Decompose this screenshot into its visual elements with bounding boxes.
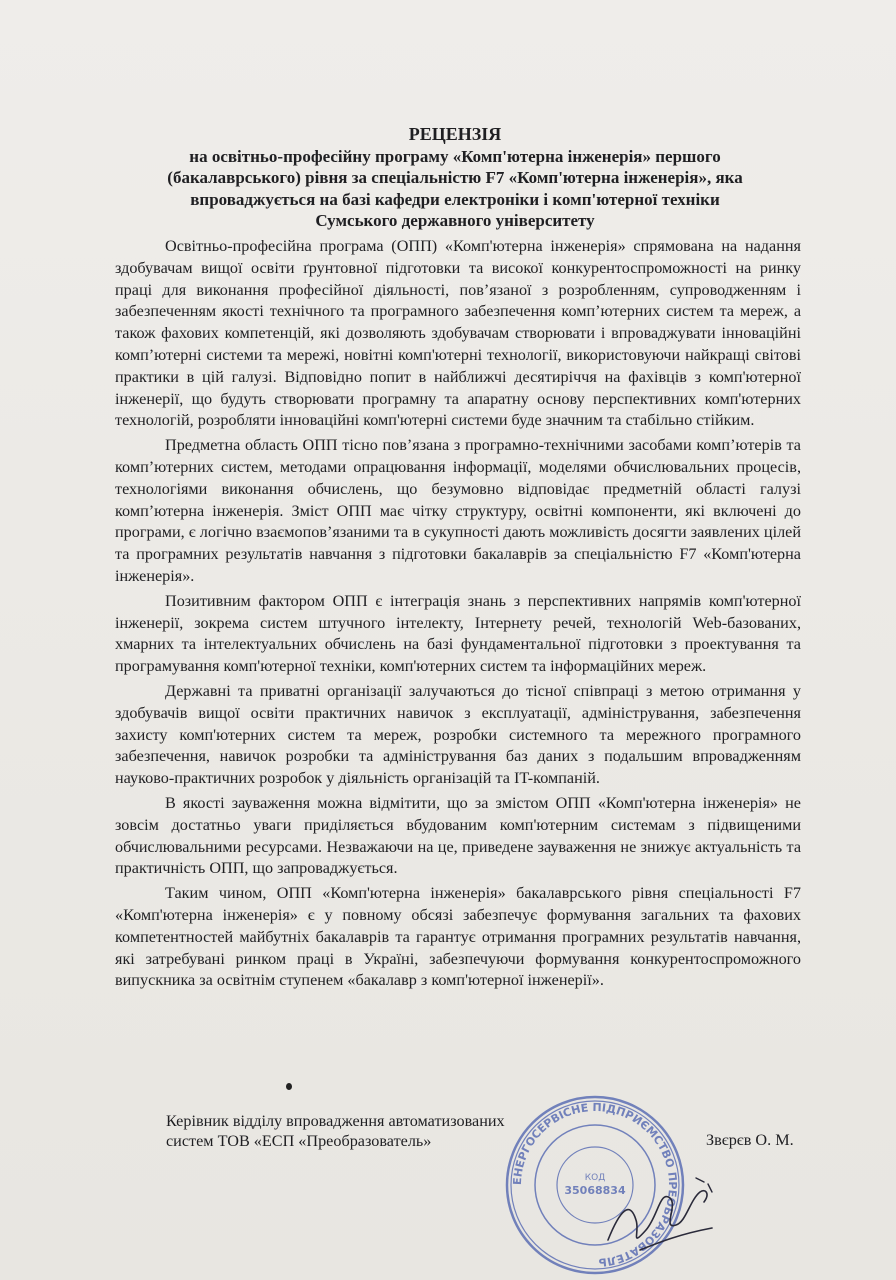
review-header	[120, 124, 790, 232]
review-body	[115, 236, 801, 995]
signatory-position	[166, 1111, 505, 1151]
review-title: РЕЦЕНЗІЯ	[408, 124, 502, 144]
paragraph-subject-area: Предметна область ОПП тісно пов’язана з програмно-технічними засобами комп’ютерів та комп’ютерних систем, методами опрацювання інформації, моделями обчислювальних процесів, технологіями виконання обчислень, що безумовно відповідає предметній області галузі комп’ютерна інженерія. Зміст ОПП має чітку структуру, освітні компоненти, які включені до програми, є логічно взаємопов’язаними та в сукупності дають можливість досягти заявлених цілей та програмних результатів навчання з підготовки бакалаврів за спеціальністю F7 «Комп'ютерна інженерія».	[115, 436, 801, 585]
signatory-position-line-1: Керівник відділу впровадження автоматизованих	[166, 1112, 505, 1130]
paragraph-cooperation: Державні та приватні організації залучаються до тісної співпраці з метою отримання у здобувачів вищої освіти практичних навичок з експлуатації, адміністрування, забезпечення захисту комп'ютерних систем та мереж, розробки системного та мережного програмного забезпечення, навичок розробки та адміністрування баз даних з подальшим впровадженням науково-практичних розробок у діяльність організацій та IT-компаній.	[115, 681, 801, 788]
handwritten-signature	[600, 1170, 720, 1260]
review-subtitle-line-1: на освітньо-професійну програму «Комп'ютерна інженерія» першого	[189, 146, 721, 166]
review-subtitle-line-2: (бакалаврського) рівня за спеціальністю F7 «Комп'ютерна інженерія», яка	[167, 168, 743, 187]
stamp-ring-text: ЕНЕРГОСЕРВІСНЕ ПІДПРИЄМСТВО ПРЕОБРАЗОВАТЕЛЬ	[510, 1100, 680, 1270]
review-subtitle-line-4: Сумського державного університету	[315, 211, 595, 230]
review-subtitle-line-3: впроваджується на базі кафедри електроніки і комп'ютерної техніки	[190, 189, 720, 209]
signatory-position-line-2: систем ТОВ «ЕСП «Преобразователь»	[166, 1132, 432, 1150]
signatory-name: Звєрєв О. М.	[706, 1131, 794, 1149]
ink-mark	[286, 1083, 292, 1090]
stamp-code: 35068834	[564, 1184, 626, 1197]
paragraph-remark: В якості зауваження можна відмітити, що за змістом ОПП «Комп'ютерна інженерія» не зовсім достатньо уваги приділяється вбудованим комп'ютерним системам з підвищеними обчислювальними ресурсами. Незважаючи на це, приведене зауваження не знижує актуальність та практичність ОПП, що запроваджується.	[115, 793, 801, 878]
paragraph-conclusion: Таким чином, ОПП «Комп'ютерна інженерія» бакалаврського рівня спеціальності F7 «Комп'ютерна інженерія» є у повному обсязі забезпечує формування загальних та фахових компетентностей майбутніх бакалаврів та гарантує отримання програмних результатів навчання, які затребувані ринком праці в Україні, забезпечуючи формування конкурентоспроможного випускника за освітнім ступенем «бакалавр з комп'ютерної інженерії».	[115, 884, 801, 990]
paragraph-intro: Освітньо-професійна програма (ОПП) «Комп'ютерна інженерія» спрямована на надання здобувачам вищої освіти ґрунтовної підготовки та високої конкурентоспроможності на ринку праці для виконання професійної діяльності, пов’язаної з розробленням, супроводженням і забезпеченням якості технічного та програмного забезпечення комп’ютерних систем та мереж, а також фахових компетенцій, які дозволяють здобувачам створювати і впроваджувати інноваційні комп’ютерні системи та мережі, новітні комп'ютерні технології, використовуючи найкращі світові практики в цій галузі. Відповідно попит в найближчі десятиріччя на фахівців з комп'ютерної інженерії, що будуть створювати програмну та апаратну основу перспективних комп'ютерних технологій, розробляти інноваційні комп'ютерні системи буде значним та стабільно стійким.	[115, 237, 801, 430]
paragraph-positive-factor: Позитивним фактором ОПП є інтеграція знань з перспективних напрямів комп'ютерної інженерії, зокрема систем штучного інтелекту, Інтернету речей, технологій Web-базованих, хмарних та інтелектуальних обчислень на базі фундаментальної підготовки з проектування та програмування комп'ютерної техніки, комп'ютерних систем та інформаційних мереж.	[115, 591, 801, 676]
svg-text:КОД: КОД	[584, 1173, 606, 1183]
